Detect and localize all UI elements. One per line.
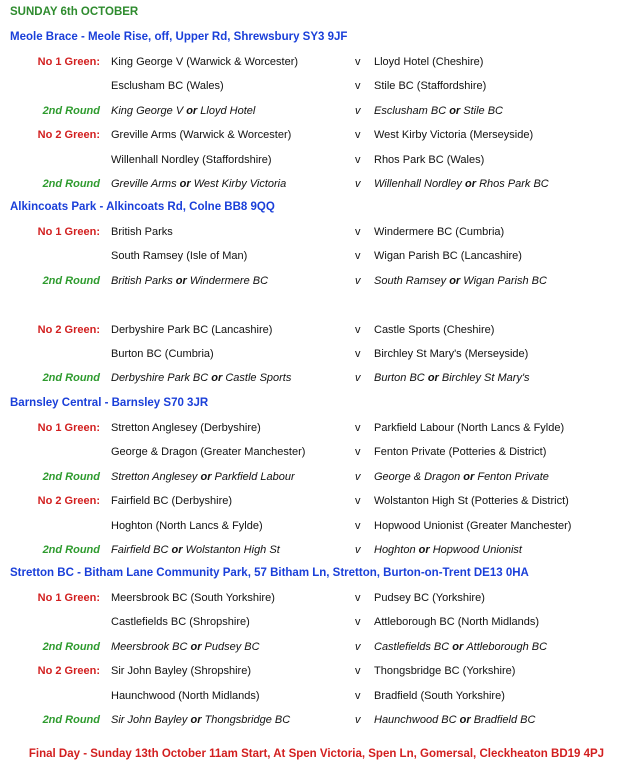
versus-marker: v <box>355 56 361 68</box>
away-team: Birchley St Mary's (Merseyside) <box>374 348 529 360</box>
team-name: Sir John Bayley <box>111 714 188 726</box>
home-team: Sir John Bayley (Shropshire) <box>111 665 252 677</box>
final-day-note: Final Day - Sunday 13th October 11am Start, At Spen Victoria, Spen Ln, Gomersal, Cleckheaton BD19 4PJ <box>28 748 605 760</box>
round-label: 2nd Round <box>42 275 100 287</box>
versus-marker: v <box>355 129 361 141</box>
fixture-row <box>0 324 633 338</box>
team-name: King George V <box>111 105 184 117</box>
fixture-row <box>0 690 633 704</box>
versus-marker: v <box>355 714 361 726</box>
versus-marker: v <box>355 324 361 336</box>
fixture-row <box>0 714 633 728</box>
or-word: or <box>168 544 186 556</box>
fixture-row <box>0 422 633 436</box>
team-name: Thongsbridge BC <box>204 714 291 726</box>
away-team: Pudsey BC (Yorkshire) <box>374 592 485 604</box>
team-name: Wigan Parish BC <box>463 275 547 287</box>
round-label: 2nd Round <box>42 544 100 556</box>
fixture-row <box>0 80 633 94</box>
versus-marker: v <box>355 520 361 532</box>
fixture-row <box>0 616 633 630</box>
or-word: or <box>415 544 433 556</box>
versus-marker: v <box>355 226 361 238</box>
home-team: Stretton Anglesey (Derbyshire) <box>111 422 261 434</box>
fixture-row <box>0 665 633 679</box>
or-word: or <box>446 105 464 117</box>
versus-marker: v <box>355 80 361 92</box>
team-name: British Parks <box>111 275 173 287</box>
team-name: Stile BC <box>463 105 504 117</box>
or-word: or <box>456 714 474 726</box>
home-team: British Parks <box>111 226 173 238</box>
team-name: Parkfield Labour <box>214 471 295 483</box>
green-label: No 1 Green: <box>37 422 100 434</box>
or-word: or <box>427 372 442 384</box>
home-team <box>111 641 260 653</box>
home-team: Hoghton (North Lancs & Fylde) <box>111 520 263 532</box>
fixture-row <box>0 129 633 143</box>
team-name: Attleborough BC <box>466 641 548 653</box>
fixture-row <box>0 56 633 70</box>
fixture-row <box>0 495 633 509</box>
or-word: or <box>446 275 464 287</box>
or-word: or <box>460 471 478 483</box>
home-team <box>111 714 290 726</box>
away-team: Stile BC (Staffordshire) <box>374 80 487 92</box>
away-team: Wigan Parish BC (Lancashire) <box>374 250 522 262</box>
home-team: South Ramsey (Isle of Man) <box>111 250 248 262</box>
home-team <box>111 471 295 483</box>
away-team <box>374 275 547 287</box>
team-name: Castle Sports <box>225 372 292 384</box>
away-team: Castle Sports (Cheshire) <box>374 324 495 336</box>
green-label: No 1 Green: <box>37 56 100 68</box>
venue-header: Stretton BC - Bitham Lane Community Park, 57 Bitham Ln, Stretton, Burton-on-Trent DE13 0HA <box>10 567 529 579</box>
away-team: Thongsbridge BC (Yorkshire) <box>374 665 516 677</box>
team-name: Bradfield BC <box>473 714 536 726</box>
versus-marker: v <box>355 105 361 117</box>
round-label: 2nd Round <box>42 714 100 726</box>
team-name: Hopwood Unionist <box>432 544 522 556</box>
team-name: Hoghton <box>374 544 416 556</box>
away-team <box>374 471 549 483</box>
team-name: Lloyd Hotel <box>200 105 256 117</box>
away-team: Hopwood Unionist (Greater Manchester) <box>374 520 572 532</box>
team-name: Burton BC <box>374 372 428 384</box>
green-label: No 1 Green: <box>37 226 100 238</box>
away-team: Bradfield (South Yorkshire) <box>374 690 505 702</box>
fixture-row <box>0 520 633 534</box>
versus-marker: v <box>355 372 361 384</box>
round-label: 2nd Round <box>42 178 100 190</box>
versus-marker: v <box>355 178 361 190</box>
home-team: Fairfield BC (Derbyshire) <box>111 495 233 507</box>
versus-marker: v <box>355 471 361 483</box>
versus-marker: v <box>355 616 361 628</box>
round-label: 2nd Round <box>42 471 100 483</box>
away-team: Fenton Private (Potteries & District) <box>374 446 547 458</box>
versus-marker: v <box>355 495 361 507</box>
team-name: Fairfield BC <box>111 544 169 556</box>
fixture-row <box>0 641 633 655</box>
versus-marker: v <box>355 592 361 604</box>
venue-header: Meole Brace - Meole Rise, off, Upper Rd, Shrewsbury SY3 9JF <box>10 31 348 43</box>
home-team: Burton BC (Cumbria) <box>111 348 214 360</box>
versus-marker: v <box>355 348 361 360</box>
team-name: Fenton Private <box>477 471 549 483</box>
or-word: or <box>176 178 194 190</box>
versus-marker: v <box>355 665 361 677</box>
away-team <box>374 178 549 190</box>
home-team <box>111 372 291 384</box>
team-name: South Ramsey <box>374 275 447 287</box>
team-name: Birchley St Mary's <box>441 372 530 384</box>
home-team <box>111 105 255 117</box>
away-team: Lloyd Hotel (Cheshire) <box>374 56 484 68</box>
green-label: No 2 Green: <box>37 129 100 141</box>
or-word: or <box>461 178 480 190</box>
versus-marker: v <box>355 275 361 287</box>
home-team <box>111 275 268 287</box>
team-name: Esclusham BC <box>374 105 447 117</box>
team-name: Greville Arms <box>111 178 177 190</box>
away-team: Attleborough BC (North Midlands) <box>374 616 540 628</box>
team-name: Castlefields BC <box>374 641 450 653</box>
team-name: Meersbrook BC <box>111 641 188 653</box>
away-team <box>374 105 503 117</box>
or-word: or <box>449 641 467 653</box>
team-name: Stretton Anglesey <box>111 471 198 483</box>
page-title: SUNDAY 6th OCTOBER <box>10 6 139 18</box>
fixture-row <box>0 592 633 606</box>
venue-header: Alkincoats Park - Alkincoats Rd, Colne BB8 9QQ <box>10 201 275 213</box>
team-name: Willenhall Nordley <box>374 178 462 190</box>
team-name: George & Dragon <box>374 471 461 483</box>
fixture-row <box>0 544 633 558</box>
away-team <box>374 641 547 653</box>
home-team: Willenhall Nordley (Staffordshire) <box>111 154 272 166</box>
versus-marker: v <box>355 641 361 653</box>
versus-marker: v <box>355 154 361 166</box>
fixture-row <box>0 178 633 192</box>
versus-marker: v <box>355 250 361 262</box>
versus-marker: v <box>355 544 361 556</box>
versus-marker: v <box>355 690 361 702</box>
home-team <box>111 544 280 556</box>
green-label: No 2 Green: <box>37 665 100 677</box>
green-label: No 1 Green: <box>37 592 100 604</box>
or-word: or <box>183 105 201 117</box>
away-team: Parkfield Labour (North Lancs & Fylde) <box>374 422 565 434</box>
team-name: Pudsey BC <box>204 641 260 653</box>
fixture-row <box>0 250 633 264</box>
round-label: 2nd Round <box>42 641 100 653</box>
or-word: or <box>197 471 215 483</box>
team-name: West Kirby Victoria <box>193 178 287 190</box>
away-team <box>374 544 522 556</box>
fixture-row <box>0 471 633 485</box>
team-name: Windermere BC <box>189 275 269 287</box>
home-team: George & Dragon (Greater Manchester) <box>111 446 306 458</box>
venue-header: Barnsley Central - Barnsley S70 3JR <box>10 397 209 409</box>
or-word: or <box>208 372 226 384</box>
fixture-row <box>0 226 633 240</box>
home-team: Derbyshire Park BC (Lancashire) <box>111 324 273 336</box>
away-team: Windermere BC (Cumbria) <box>374 226 505 238</box>
green-label: No 2 Green: <box>37 324 100 336</box>
away-team: Wolstanton High St (Potteries & District) <box>374 495 569 507</box>
versus-marker: v <box>355 446 361 458</box>
fixture-row <box>0 372 633 386</box>
away-team <box>374 714 535 726</box>
fixture-row <box>0 105 633 119</box>
fixture-row <box>0 275 633 289</box>
team-name: Rhos Park BC <box>479 178 549 190</box>
round-label: 2nd Round <box>42 372 100 384</box>
away-team: West Kirby Victoria (Merseyside) <box>374 129 534 141</box>
home-team: King George V (Warwick & Worcester) <box>111 56 299 68</box>
home-team: Greville Arms (Warwick & Worcester) <box>111 129 292 141</box>
home-team: Esclusham BC (Wales) <box>111 80 224 92</box>
green-label: No 2 Green: <box>37 495 100 507</box>
fixture-row <box>0 154 633 168</box>
or-word: or <box>172 275 190 287</box>
fixture-row <box>0 348 633 362</box>
round-label: 2nd Round <box>42 105 100 117</box>
home-team: Meersbrook BC (South Yorkshire) <box>111 592 275 604</box>
or-word: or <box>187 714 205 726</box>
versus-marker: v <box>355 422 361 434</box>
home-team <box>111 178 286 190</box>
away-team <box>374 372 530 384</box>
team-name: Wolstanton High St <box>185 544 280 556</box>
home-team: Haunchwood (North Midlands) <box>111 690 260 702</box>
away-team: Rhos Park BC (Wales) <box>374 154 485 166</box>
team-name: Haunchwood BC <box>374 714 457 726</box>
home-team: Castlefields BC (Shropshire) <box>111 616 250 628</box>
or-word: or <box>187 641 205 653</box>
team-name: Derbyshire Park BC <box>111 372 209 384</box>
fixture-row <box>0 446 633 460</box>
